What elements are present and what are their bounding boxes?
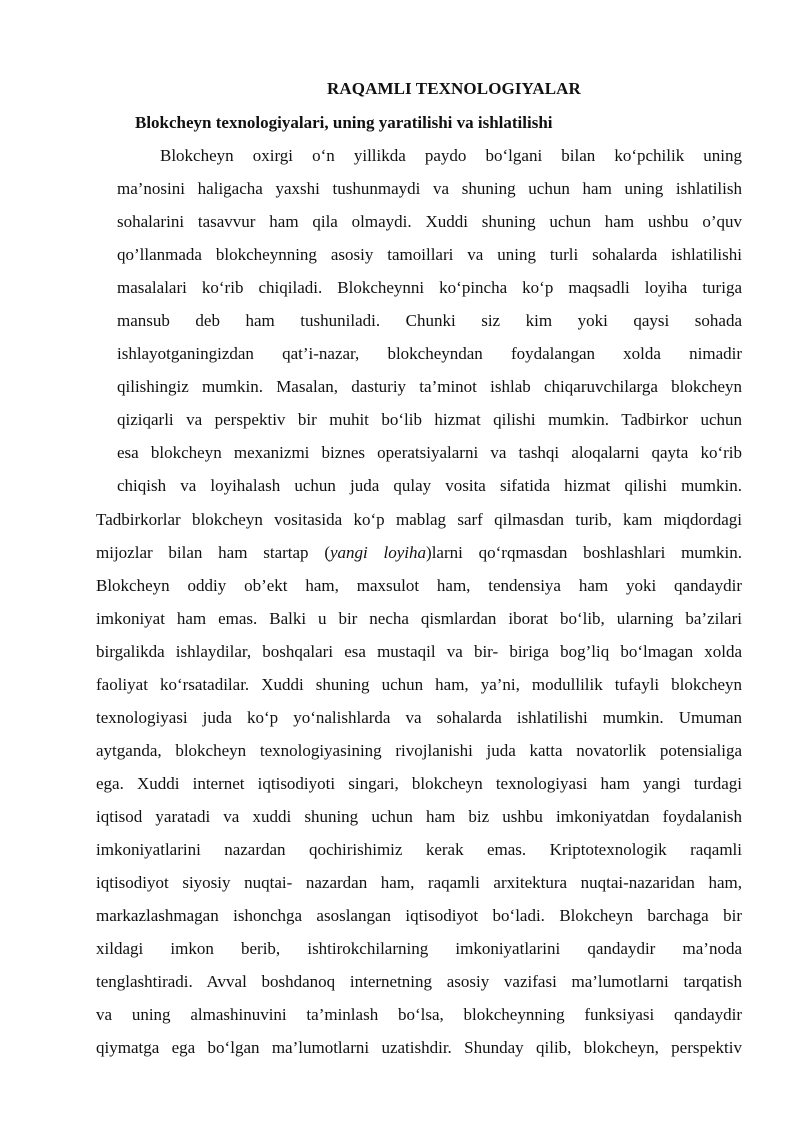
paragraph-line: iqtisodiyot siyosiy nuqtai- nazardan ham, raqamli arxitektura nuqtai-nazaridan ham, [96,873,742,892]
paragraph-line: imkoniyat ham emas. Balki u bir necha qismlardan iborat bo‘lib, ularning ba’zilari [96,609,742,628]
italic-term: yangi loyiha [329,543,427,562]
paragraph-line: va uning almashinuvini ta’minlash bo‘lsa, blokcheynning funksiyasi qandaydir [96,1005,742,1024]
paragraph-line: Blokcheyn oddiy ob’ekt ham, maxsulot ham, tendensiya ham yoki qandaydir [96,576,742,595]
paragraph-line: tenglashtiradi. Avval boshdanoq internetning asosiy vazifasi ma’lumotlarni tarqatish [96,972,742,991]
paragraph-line: qo’llanmada blokcheynning asosiy tamoillari va uning turli sohalarda ishlatilishi [117,245,742,264]
paragraph-line: ma’nosini haligacha yaxshi tushunmaydi va shuning uchun ham uning ishlatilish [117,179,742,198]
paragraph-line: imkoniyatlarini nazardan qochirishimiz kerak emas. Kriptotexnologik raqamli [96,840,742,859]
paragraph-line: xildagi imkon berib, ishtirokchilarning imkoniyatlarini qandaydir ma’noda [96,939,742,958]
paragraph-line: mansub deb ham tushuniladi. Chunki siz kim yoki qaysi sohada [117,311,742,330]
paragraph-line: ishlayotganingizdan qat’i-nazar, blokcheyndan foydalangan xolda nimadir [117,344,742,363]
paragraph-line: esa blokcheyn mexanizmi biznes operatsiyalarni va tashqi aloqalarni qayta ko‘rib [117,443,742,462]
paragraph-line: iqtisod yaratadi va xuddi shuning uchun ham biz ushbu imkoniyatdan foydalanish [96,807,742,826]
paragraph-line: Blokcheyn oxirgi o‘n yillikda paydo bo‘lgani bilan ko‘pchilik uning [160,146,742,165]
paragraph-line: faoliyat ko‘rsatadilar. Xuddi shuning uchun ham, ya’ni, modullilik tufayli blokcheyn [96,675,742,694]
paragraph-line: markazlashmagan ishonchga asoslangan iqtisodiyot bo‘ladi. Blokcheyn barchaga bir [96,906,742,925]
paragraph-line: Tadbirkorlar blokcheyn vositasida ko‘p mablag sarf qilmasdan turib, kam miqdordagi [96,510,742,529]
paragraph-line: masalalari ko‘rib chiqiladi. Blokcheynni ko‘pincha ko‘p maqsadli loyiha turiga [117,278,742,297]
paragraph-line: mijozlar bilan ham startap (yangi loyiha)larni qo‘rqmasdan boshlashlari mumkin. [96,543,742,562]
document-title: RAQAMLI TEXNOLOGIYALAR [327,79,581,98]
paragraph-line: qilishingiz mumkin. Masalan, dasturiy ta’minot ishlab chiqaruvchilarga blokcheyn [117,377,742,396]
paragraph-line: aytganda, blokcheyn texnologiyasining rivojlanishi juda katta novatorlik potensialiga [96,741,742,760]
paragraph-line: sohalarini tasavvur ham qila olmaydi. Xuddi shuning uchun ham ushbu o’quv [117,212,742,231]
paragraph-line: chiqish va loyihalash uchun juda qulay vosita sifatida hizmat qilishi mumkin. [117,476,742,495]
paragraph-line: texnologiyasi juda ko‘p yo‘nalishlarda va sohalarda ishlatilishi mumkin. Umuman [96,708,742,727]
paragraph-line: qiziqarli va perspektiv bir muhit bo‘lib hizmat qilishi mumkin. Tadbirkor uchun [117,410,742,429]
paragraph-line: ega. Xuddi internet iqtisodiyoti singari, blokcheyn texnologiyasi ham yangi turdagi [96,774,742,793]
paragraph-line: qiymatga ega bo‘lgan ma’lumotlarni uzatishdir. Shunday qilib, blokcheyn, perspektiv [96,1038,742,1057]
section-heading: Blokcheyn texnologiyalari, uning yaratilishi va ishlatilishi [135,113,553,132]
paragraph-line: birgalikda ishlaydilar, boshqalari esa mustaqil va bir- biriga bog’liq bo‘lmagan xolda [96,642,742,661]
